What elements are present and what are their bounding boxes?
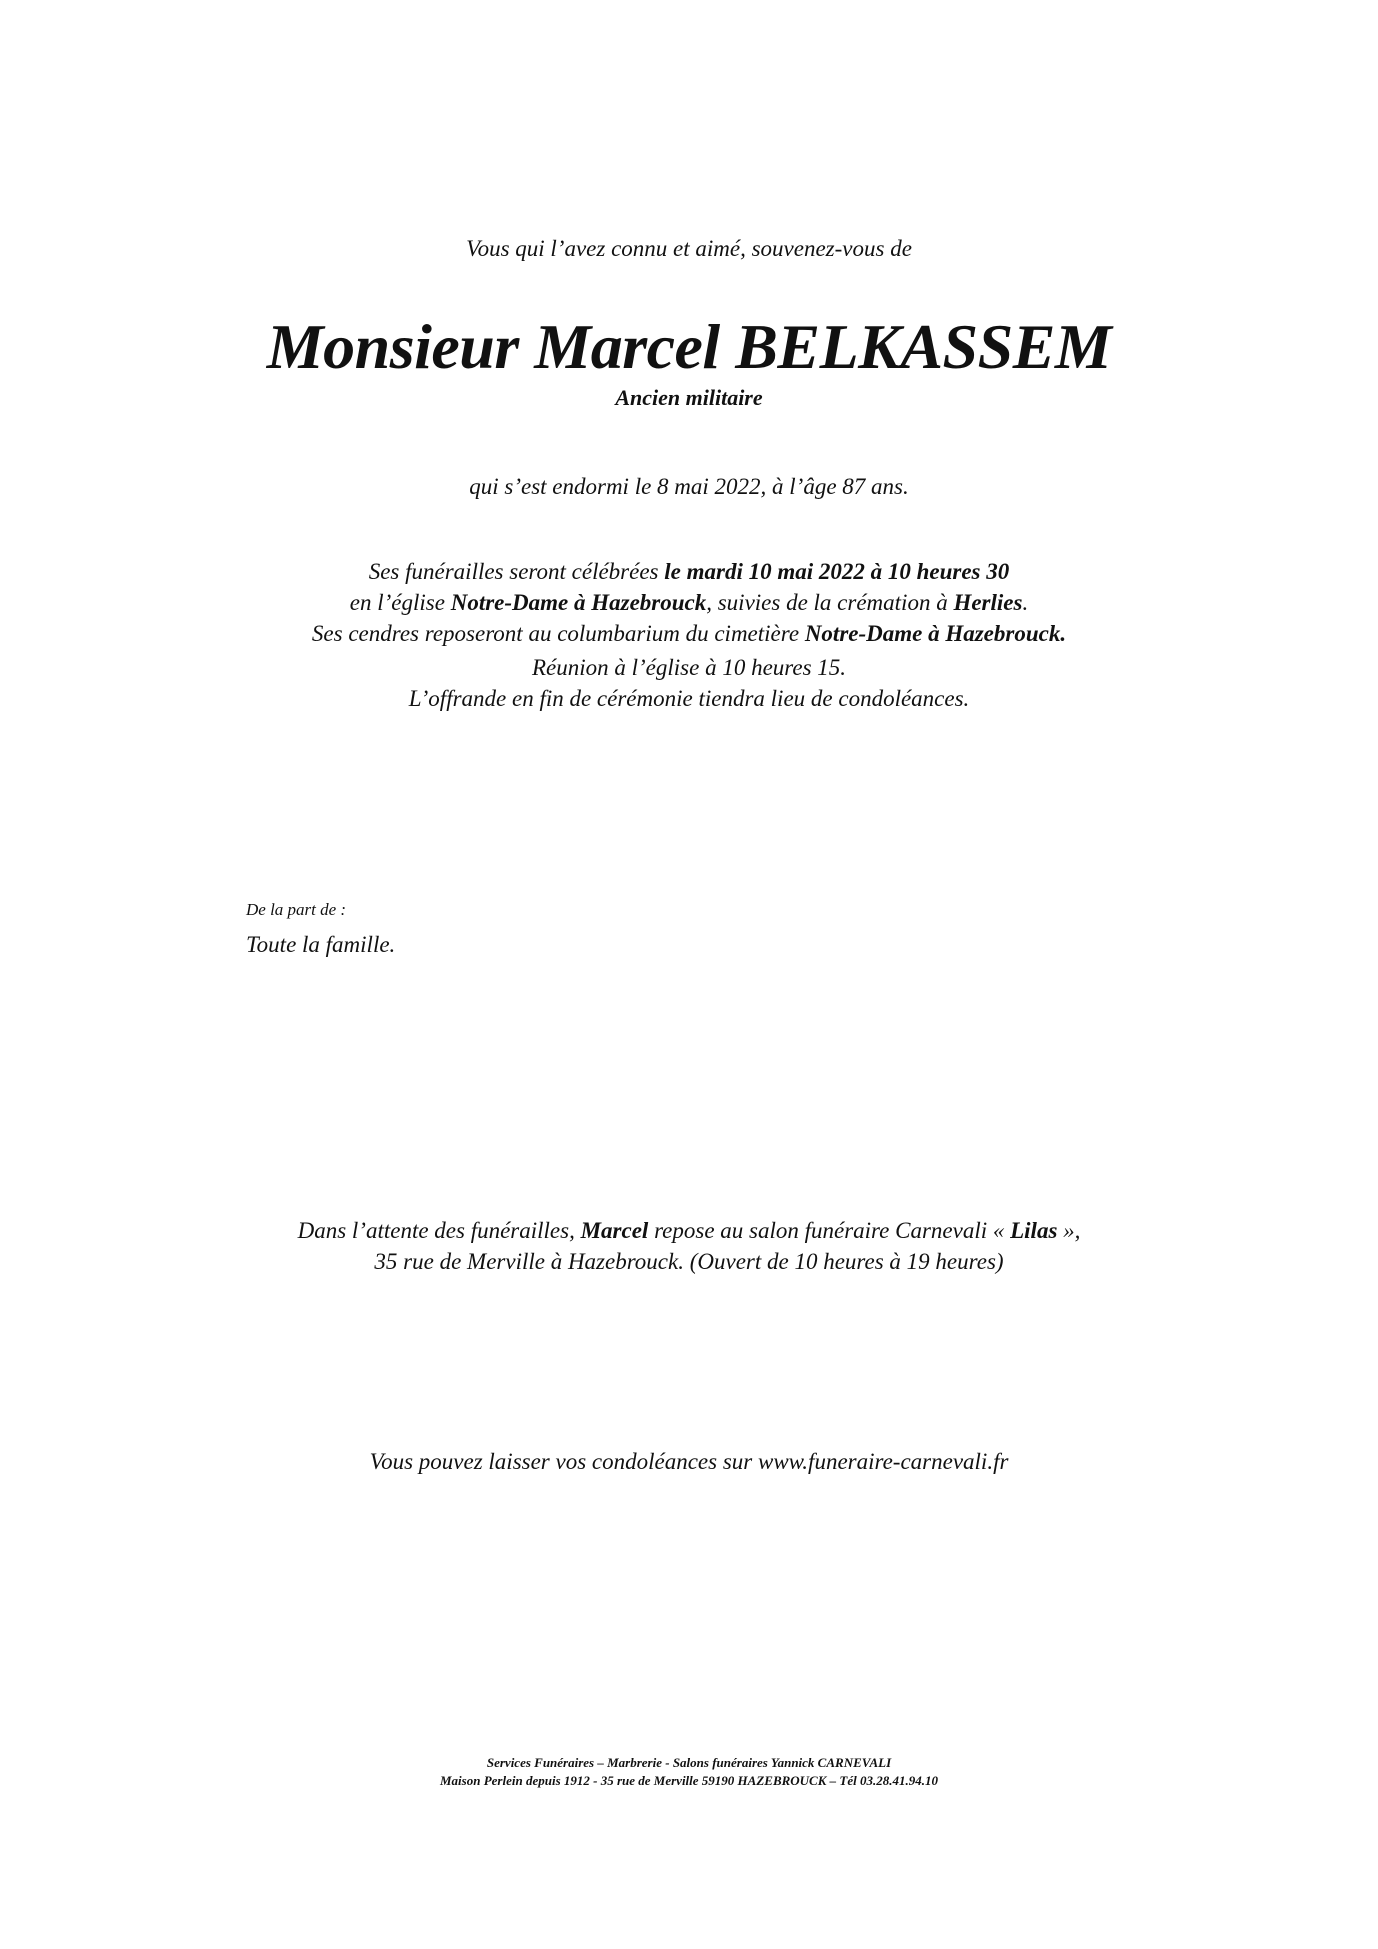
funeral-details — [0, 556, 1378, 649]
footer — [0, 1754, 1378, 1790]
cemetery-name: Notre-Dame à Hazebrouck. — [804, 621, 1067, 646]
funeral-line-2: en l’église Notre-Dame à Hazebrouck, suivies de la crémation à Herlies. — [349, 590, 1029, 615]
funeral-line-3: Ses cendres reposeront au columbarium du cimetière Notre-Dame à Hazebrouck. — [311, 621, 1067, 646]
from-block — [246, 898, 395, 962]
salon-details — [0, 1215, 1378, 1277]
online-condolences: Vous pouvez laisser vos condoléances sur www.funeraire-carnevali.fr — [369, 1449, 1009, 1474]
funeral-date: le mardi 10 mai 2022 à 10 heures 30 — [664, 559, 1010, 584]
footer-line-1: Services Funéraires – Marbrerie - Salons funéraires Yannick CARNEVALI — [486, 1755, 892, 1770]
reunion-line-2: L’offrande en fin de cérémonie tiendra lieu de condoléances. — [408, 686, 970, 711]
reunion-details — [0, 652, 1378, 714]
from-label: De la part de : — [246, 900, 347, 919]
from-value: Toute la famille. — [246, 932, 396, 957]
deceased-name: Monsieur Marcel BELKASSEM — [266, 311, 1112, 382]
church-name: Notre-Dame à Hazebrouck — [450, 590, 707, 615]
footer-line-2: Maison Perlein depuis 1912 - 35 rue de Merville 59190 HAZEBROUCK – Tél 03.28.41.94.10 — [440, 1773, 938, 1788]
salon-line-1: Dans l’attente des funérailles, Marcel repose au salon funéraire Carnevali « Lilas », — [297, 1218, 1081, 1243]
salon-room-name: Lilas — [1010, 1218, 1058, 1243]
reunion-line-1: Réunion à l’église à 10 heures 15. — [531, 655, 847, 680]
first-name: Marcel — [580, 1218, 649, 1243]
salon-line-2: 35 rue de Merville à Hazebrouck. (Ouvert de 10 heures à 19 heures) — [374, 1249, 1004, 1274]
intro-text: Vous qui l’avez connu et aimé, souvenez-vous de — [466, 236, 912, 261]
deceased-subtitle: Ancien militaire — [615, 385, 763, 410]
cremation-place: Herlies — [953, 590, 1023, 615]
death-notice: qui s’est endormi le 8 mai 2022, à l’âge 87 ans. — [469, 474, 909, 499]
funeral-line-1: Ses funérailles seront célébrées le mardi 10 mai 2022 à 10 heures 30 — [368, 559, 1010, 584]
